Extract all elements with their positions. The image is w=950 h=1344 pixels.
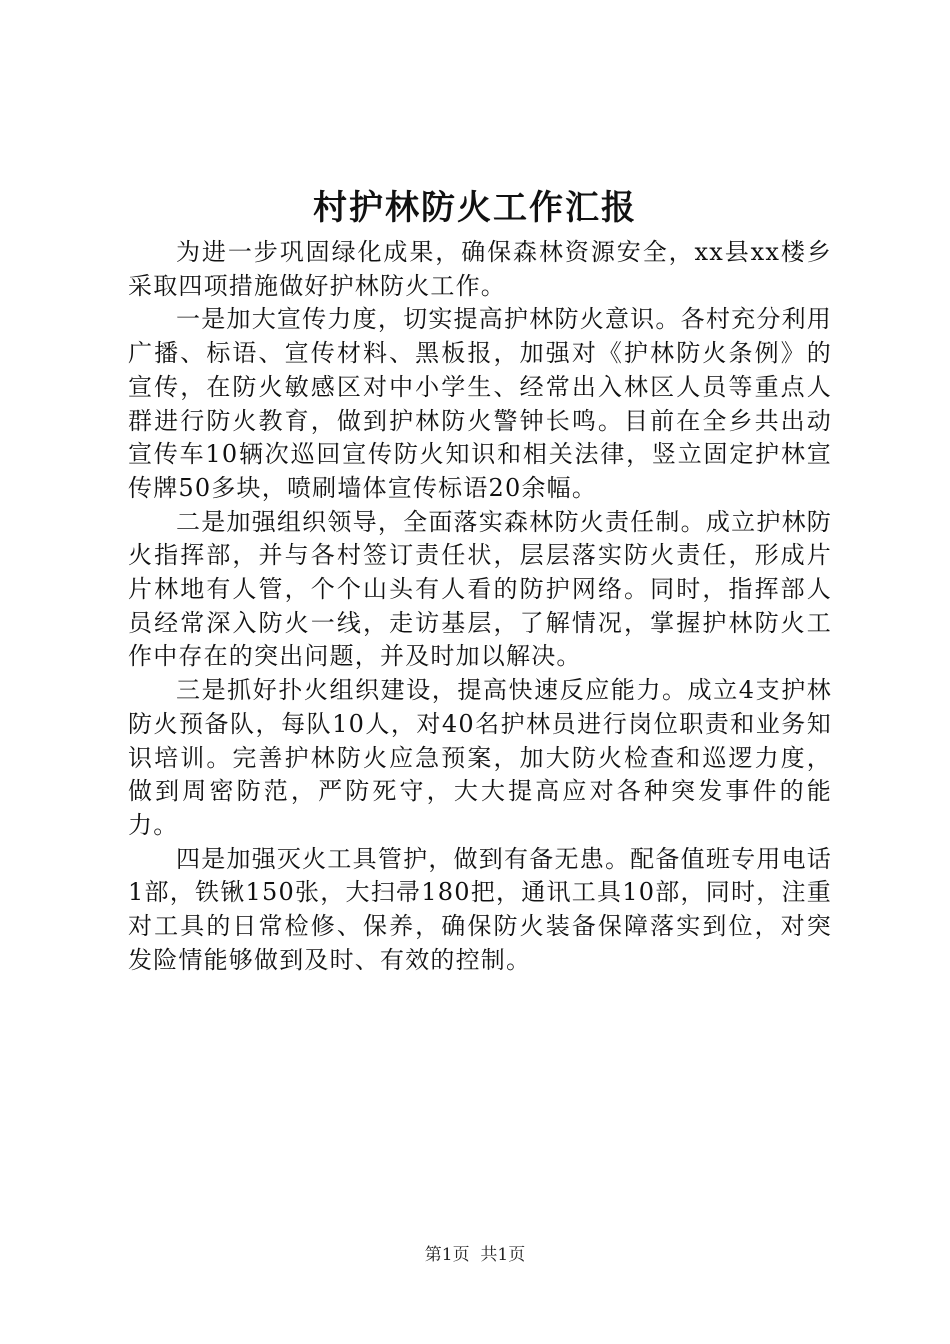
paragraph-measure-1: 一是加大宣传力度，切实提高护林防火意识。各村充分利用广播、标语、宣传材料、黑板报，加强对《护林防火条例》的宣传，在防火敏感区对中小学生、经常出入林区人员等重点人群进行防火教育，做到护林防火警钟长鸣。目前在全乡共出动宣传车10辆次巡回宣传防火知识和相关法律，竖立固定护林宣传牌50多块，喷刷墙体宣传标语20余幅。 [128,305,832,502]
paragraph-measure-2: 二是加强组织领导，全面落实森林防火责任制。成立护林防火指挥部，并与各村签订责任状，层层落实防火责任，形成片片林地有人管，个个山头有人看的防护网络。同时，指挥部人员经常深入防火一线，走访基层，了解情况，掌握护林防火工作中存在的突出问题，并及时加以解决。 [128,507,832,671]
document-title: 村护林防火工作汇报 [313,188,637,228]
paragraph-measure-3: 三是抓好扑火组织建设，提高快速反应能力。成立4支护林防火预备队，每队10人，对40名护林员进行岗位职责和业务知识培训。完善护林防火应急预案，加大防火检查和巡逻力度，做到周密防范，严防死守，大大提高应对各种突发事件的能力。 [128,676,832,839]
document-body [128,236,832,977]
page-total: 共1页 [480,1245,526,1265]
page-footer [0,1243,950,1267]
page-number: 第1页 [424,1245,470,1265]
paragraph-intro: 为进一步巩固绿化成果，确保森林资源安全，xx县xx楼乡采取四项措施做好护林防火工作。 [128,238,832,300]
paragraph-measure-4: 四是加强灭火工具管护，做到有备无患。配备值班专用电话1部，铁锹150张，大扫帚180把，通讯工具10部，同时，注重对工具的日常检修、保养，确保防火装备保障落实到位，对突发险情能够做到及时、有效的控制。 [128,844,832,974]
